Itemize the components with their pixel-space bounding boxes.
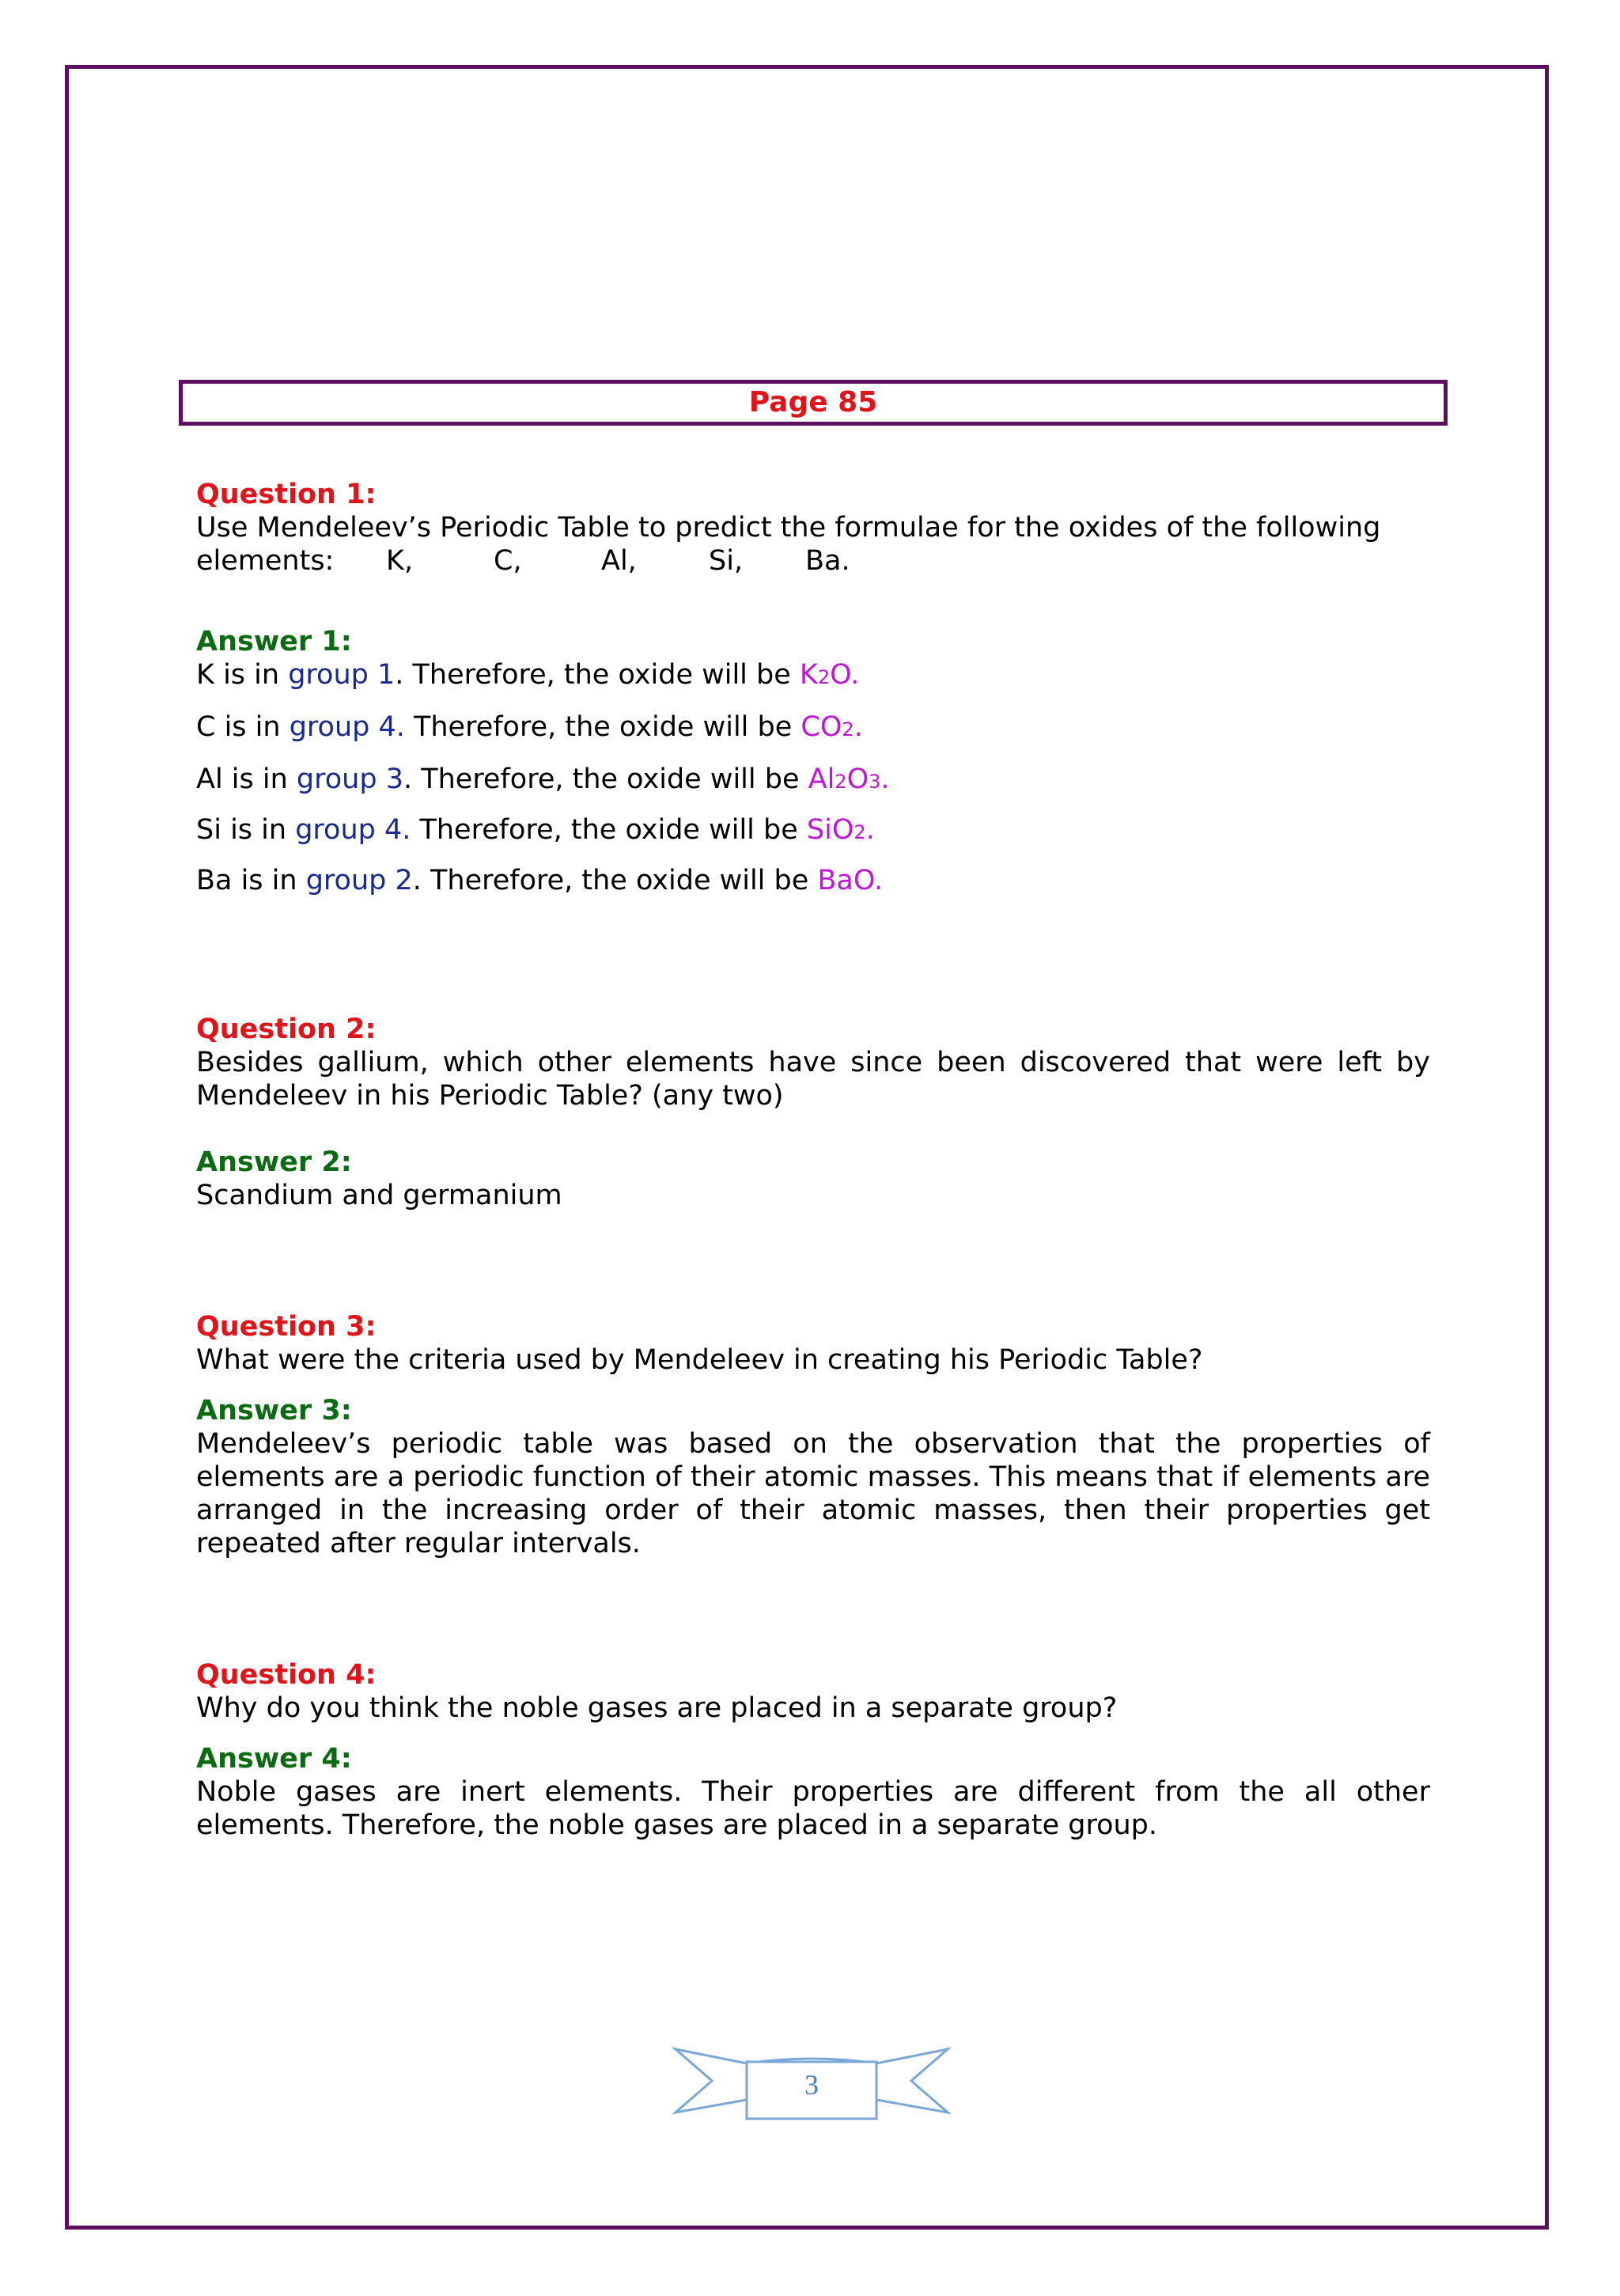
element-al: Al, — [601, 545, 637, 577]
question-1-text: Use Mendeleev’s Periodic Table to predict the formulae for the oxides of the following — [196, 512, 1381, 544]
row-text: Al is in — [196, 763, 297, 795]
question-1 — [196, 478, 1430, 578]
row-text: Ba is in — [196, 865, 306, 896]
answer-4-text: Noble gases are inert elements. Their properties are different from the all other elements. Therefore, the noble gases are placed in a separate group. — [196, 1776, 1430, 1841]
answer-1 — [196, 625, 1430, 694]
answer-1-row — [196, 864, 1430, 897]
row-text: K is in — [196, 659, 289, 691]
oxide-formula: BaO. — [817, 865, 884, 896]
answer-3-text: Mendeleev’s periodic table was based on the observation that the properties of elements are a periodic function of their atomic masses. This means that if elements are arranged in the increasing order of their atomic masses, then their properties get repeated after regular intervals. — [196, 1428, 1430, 1559]
group-label: group 4. — [295, 814, 411, 846]
question-3-heading: Question 3: — [196, 1311, 377, 1343]
row-text: Si is in — [196, 814, 296, 846]
question-2 — [196, 1013, 1430, 1112]
answer-4-heading: Answer 4: — [196, 1743, 352, 1775]
row-text: . Therefore, the oxide will be — [412, 865, 818, 896]
element-c: C, — [494, 545, 522, 577]
answer-2-heading: Answer 2: — [196, 1146, 352, 1178]
answer-4 — [196, 1742, 1430, 1842]
answer-2-text: Scandium and germanium — [196, 1180, 562, 1211]
answer-1-row — [196, 658, 1430, 694]
row-text: C is in — [196, 711, 290, 743]
answer-1-row — [196, 813, 1430, 849]
answer-1-heading: Answer 1: — [196, 626, 352, 657]
page-number-ribbon — [671, 2044, 952, 2124]
question-2-heading: Question 2: — [196, 1013, 377, 1045]
element-ba: Ba. — [805, 545, 850, 577]
element-k: K, — [386, 545, 414, 577]
oxide-formula: K2O. — [799, 659, 860, 691]
group-label: group 4. — [289, 711, 405, 743]
answer-3 — [196, 1394, 1430, 1560]
oxide-formula: SiO2. — [806, 814, 875, 846]
oxide-formula: Al2O3. — [808, 763, 890, 795]
group-label: group 2 — [305, 865, 413, 896]
question-2-text: Besides gallium, which other elements have since been discovered that were left by Mendeleev in his Periodic Table? (any two) — [196, 1047, 1430, 1112]
page-header: Page 85 — [179, 380, 1448, 426]
question-3 — [196, 1310, 1430, 1377]
row-text: . Therefore, the oxide will be — [395, 659, 800, 691]
element-si: Si, — [709, 545, 744, 577]
group-label: group 3 — [296, 763, 403, 795]
answer-1-row — [196, 763, 1430, 798]
elements-label: elements: — [196, 545, 335, 577]
question-4-heading: Question 4: — [196, 1659, 377, 1691]
question-1-elements — [196, 544, 1430, 578]
page-number: 3 — [804, 2069, 819, 2101]
answer-2 — [196, 1146, 1430, 1212]
question-3-text: What were the criteria used by Mendeleev in creating his Periodic Table? — [196, 1344, 1203, 1376]
answer-3-heading: Answer 3: — [196, 1395, 352, 1426]
question-4 — [196, 1658, 1430, 1725]
question-4-text: Why do you think the noble gases are placed in a separate group? — [196, 1692, 1118, 1724]
row-text: Therefore, the oxide will be — [411, 814, 807, 846]
answer-1-row — [196, 710, 1430, 746]
group-label: group 1 — [288, 659, 396, 691]
oxide-formula: CO2. — [801, 711, 863, 743]
question-1-heading: Question 1: — [196, 479, 377, 510]
row-text: Therefore, the oxide will be — [404, 711, 801, 743]
row-text: . Therefore, the oxide will be — [403, 763, 808, 795]
